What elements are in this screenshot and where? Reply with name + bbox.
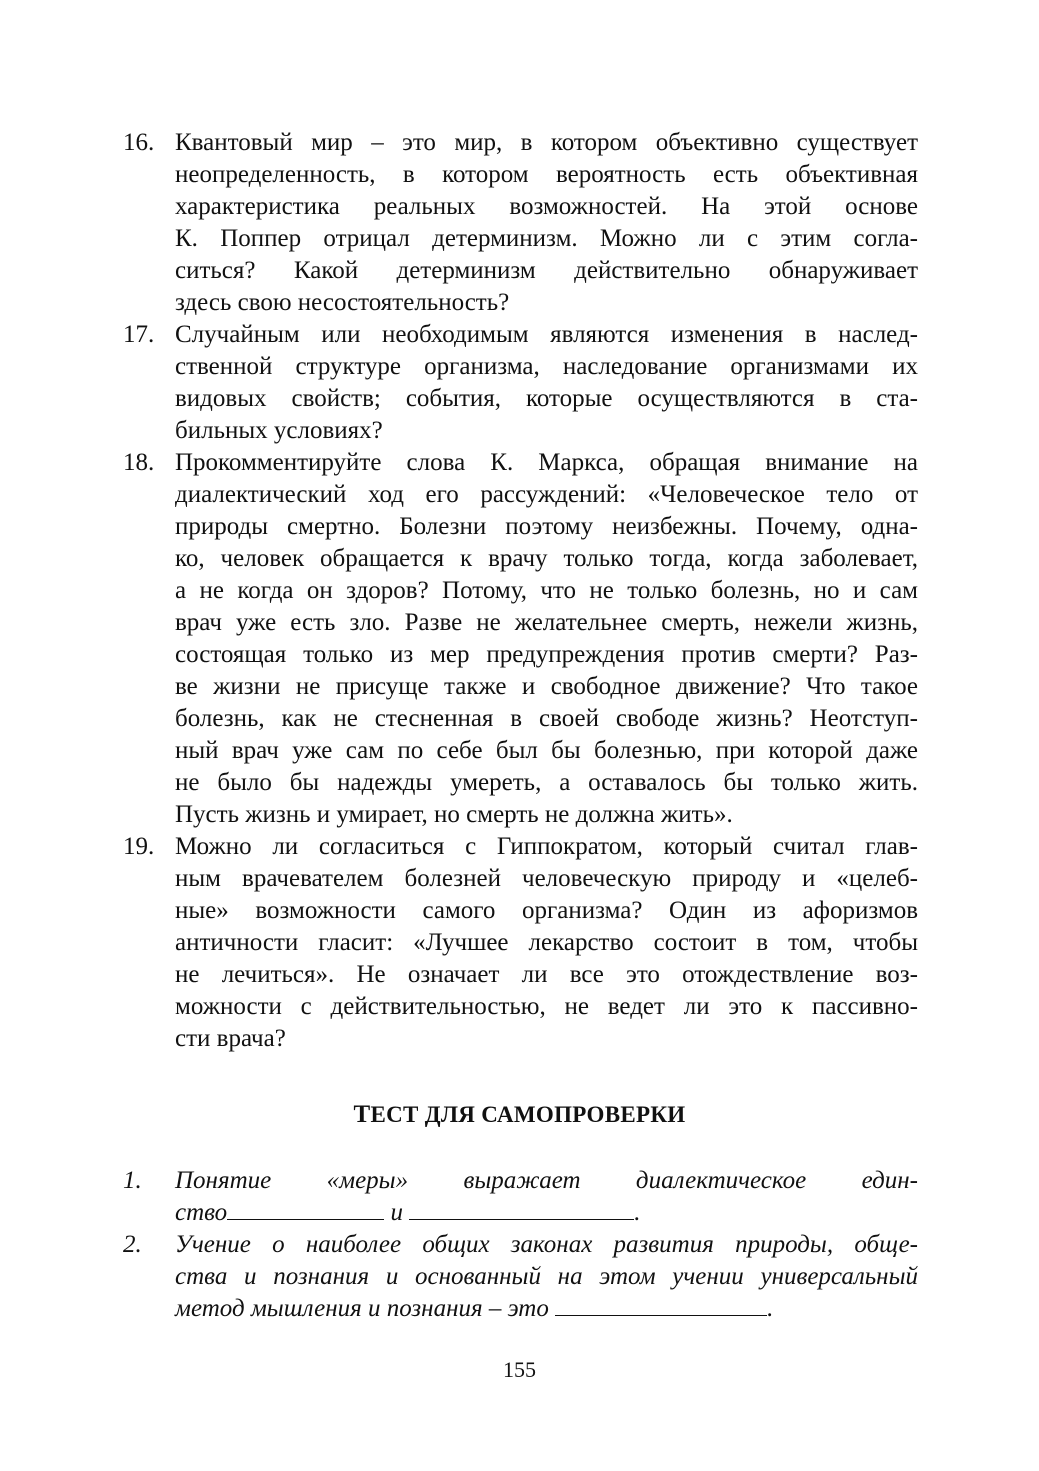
section-title (0, 1101, 1039, 1129)
question-number: 18. (123, 449, 155, 476)
text-line: ства и познания и основанный на этом учении универсальный (175, 1263, 918, 1290)
text-line: а не когда он здоров? Потому, что не только болезнь, но и сам (175, 577, 918, 604)
section-title-initial: Т (353, 1101, 371, 1128)
text-line: характеристика реальных возможностей. На этой основе (175, 193, 918, 220)
text-line: бильных условиях? (175, 417, 383, 444)
text-line: ственной структуре организма, наследование организмами их (175, 353, 918, 380)
text-line: Можно ли согласиться с Гиппократом, который считал глав- (175, 833, 918, 860)
test-item-text (175, 1229, 918, 1325)
text-line: сти врача? (175, 1025, 286, 1052)
text-line: ве жизни не присуще также и свободное движение? Что такое (175, 673, 918, 700)
text-line: не было бы надежды умереть, а оставалось бы только жить. (175, 769, 918, 796)
question-text (175, 447, 918, 831)
question-16 (123, 127, 918, 319)
question-number: 19. (123, 833, 155, 860)
test-item-number: 2. (123, 1231, 142, 1258)
text-fragment: . (634, 1199, 641, 1226)
text-line: Случайным или необходимым являются изменения в наслед- (175, 321, 918, 348)
answer-blank (227, 1197, 384, 1220)
question-text (175, 319, 918, 447)
text-line: болезнь, как не стесненная в своей свободе жизнь? Неотступ- (175, 705, 918, 732)
question-number: 17. (123, 321, 155, 348)
text-fragment: . (767, 1295, 774, 1322)
question-18 (123, 447, 918, 831)
question-19 (123, 831, 918, 1055)
text-fragment: ство (175, 1199, 228, 1226)
text-line: видовых свойств; события, которые осуществляются в ста- (175, 385, 918, 412)
text-line: природы смертно. Болезни поэтому неизбежны. Почему, одна- (175, 513, 918, 540)
question-text (175, 831, 918, 1055)
text-line: ный врач уже сам по себе был бы болезнью, при которой даже (175, 737, 918, 764)
text-line: состоящая только из мер предупреждения против смерти? Раз- (175, 641, 918, 668)
test-item-number: 1. (123, 1167, 142, 1194)
text-line: Квантовый мир – это мир, в котором объективно существует (175, 129, 918, 156)
test-item-1 (123, 1165, 918, 1229)
question-17 (123, 319, 918, 447)
text-fragment: и (390, 1199, 403, 1226)
text-line: не лечиться». Не означает ли все это отождествление воз- (175, 961, 918, 988)
text-line: диалектический ход его рассуждений: «Человеческое тело от (175, 481, 918, 508)
text-line: ные» возможности самого организма? Один из афоризмов (175, 897, 918, 924)
text-line: Понятие «меры» выражает диалектическое един- (175, 1167, 918, 1194)
text-line: ко, человек обращается к врачу только тогда, когда заболевает, (175, 545, 918, 572)
question-list (123, 127, 918, 1055)
question-text (175, 127, 918, 319)
text-line: неопределенность, в котором вероятность есть объективная (175, 161, 918, 188)
section-title-rest: ЕСТ ДЛЯ САМОПРОВЕРКИ (370, 1102, 686, 1127)
text-line: ным врачевателем болезней человеческую природу и «целеб- (175, 865, 918, 892)
text-line (175, 1293, 918, 1325)
text-line: Прокомментируйте слова К. Маркса, обращая внимание на (175, 449, 918, 476)
text-line: врач уже есть зло. Разве не желательнее смерть, нежели жизнь, (175, 609, 918, 636)
test-item-2 (123, 1229, 918, 1325)
page-number: 155 (503, 1357, 536, 1382)
text-line: К. Поппер отрицал детерминизм. Можно ли с этим согла- (175, 225, 918, 252)
text-line: здесь свою несостоятельность? (175, 289, 510, 316)
answer-blank (409, 1197, 634, 1220)
text-fragment: метод мышления и познания – это (175, 1295, 549, 1322)
text-line: Учение о наиболее общих законах развития природы, обще- (175, 1231, 918, 1258)
text-line: Пусть жизнь и умирает, но смерть не должна жить». (175, 801, 733, 828)
text-line (175, 1197, 918, 1229)
question-number: 16. (123, 129, 155, 156)
test-item-text (175, 1165, 918, 1229)
test-list (123, 1165, 918, 1325)
text-line: ситься? Какой детерминизм действительно обнаруживает (175, 257, 918, 284)
text-line: античности гласит: «Лучшее лекарство состоит в том, чтобы (175, 929, 918, 956)
answer-blank (555, 1293, 767, 1316)
text-line: можности с действительностью, не ведет ли это к пассивно- (175, 993, 918, 1020)
